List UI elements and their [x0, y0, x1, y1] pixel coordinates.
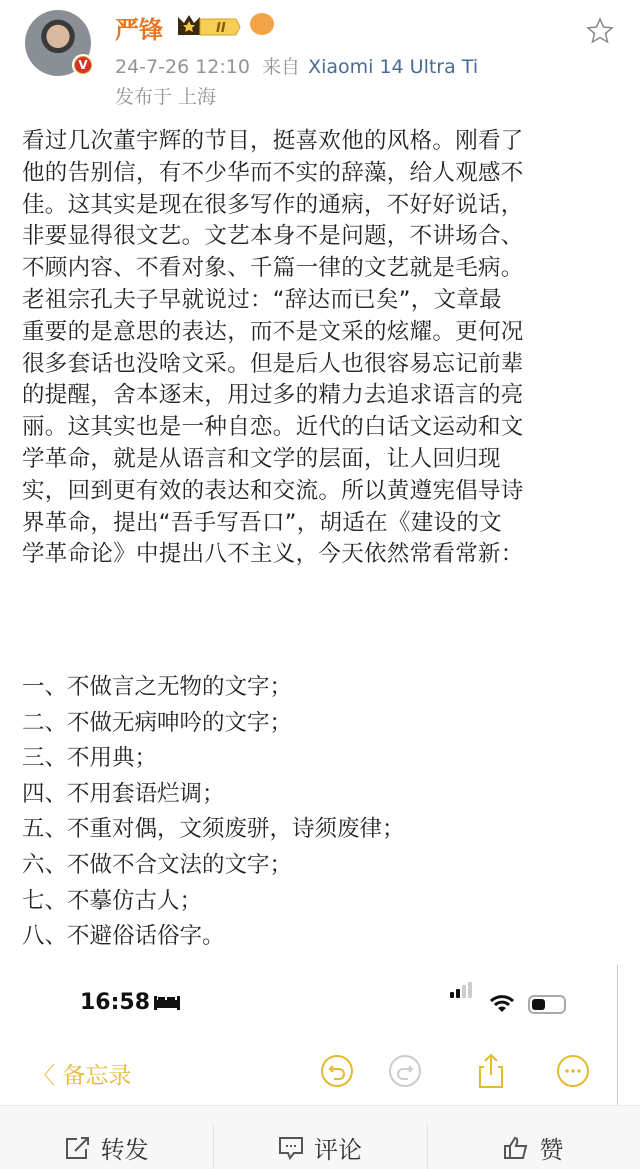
list-item: 五、不重对偶，文须废骈，诗须废律；	[22, 816, 405, 843]
list-item: 六、不做不合文法的文字；	[22, 851, 293, 878]
paragraph-line: 看过几次董宇辉的节目，挺喜欢他的风格。刚看了	[22, 128, 524, 154]
level-text: II	[216, 21, 226, 36]
share-icon[interactable]	[474, 1053, 508, 1089]
paragraph-line: 学革命论》中提出八不主义，今天依然常看常新：	[22, 541, 524, 568]
verified-badge-icon: V	[72, 54, 94, 76]
paragraph-line: 他的告别信，有不少华而不实的辞藻，给人观感不	[22, 159, 524, 186]
favorite-star-icon[interactable]	[585, 16, 615, 46]
paragraph-line: 很多套话也没啥文采。但是后人也很容易忘记前辈	[22, 350, 524, 377]
list-item: 一、不做言之无物的文字；	[22, 674, 293, 700]
redo-icon[interactable]	[388, 1053, 422, 1089]
sleep-focus-icon	[154, 996, 180, 1010]
paragraph-line: 非要显得很文艺。文艺本身不是问题，不讲场合、	[22, 223, 524, 250]
timestamp: 24-7-26 12:10	[115, 56, 250, 78]
comment-button[interactable]	[213, 1106, 426, 1169]
more-icon[interactable]	[556, 1053, 590, 1089]
list-item: 七、不摹仿古人；	[22, 887, 203, 914]
paragraph-line: 界革命，提出“吾手写吾口”，胡适在《建设的文	[22, 509, 502, 536]
repost-icon	[65, 1136, 91, 1160]
fish-emoji-icon	[250, 13, 274, 35]
device-link[interactable]: Xiaomi 14 Ultra Ti	[308, 56, 479, 78]
notes-back-button[interactable]: 〈 备忘录	[32, 1063, 132, 1089]
battery-icon	[528, 995, 566, 1014]
status-clock: 16:58	[80, 990, 151, 1015]
paragraph-line: 丽。这其实也是一种自恋。近代的白话文运动和文	[22, 414, 524, 441]
post-body	[22, 126, 524, 571]
list-item: 三、不用典；	[22, 745, 158, 772]
paragraph-line: 老祖宗孔夫子早就说过：“辞达而已矣”，文章最	[22, 286, 502, 313]
member-level-badge[interactable]	[176, 13, 242, 37]
comment-label: 评论	[313, 1136, 362, 1164]
post-location: 发布于 上海	[115, 86, 217, 108]
repost-button[interactable]	[0, 1106, 213, 1169]
list-item: 四、不用套语烂调；	[22, 780, 225, 807]
wifi-icon	[490, 993, 514, 1013]
repost-label: 转发	[100, 1136, 149, 1164]
paragraph-line: 佳。这其实是现在很多写作的通病，不好好说话，	[22, 191, 524, 218]
undo-icon[interactable]	[320, 1053, 354, 1089]
paragraph-line: 重要的是意思的表达，而不是文采的炫耀。更何况	[22, 318, 524, 345]
comment-icon	[278, 1136, 304, 1160]
post-meta	[115, 52, 478, 79]
list-item: 二、不做无病呻吟的文字；	[22, 709, 293, 736]
paragraph-line: 的提醒，舍本逐末，用过多的精力去追求语言的亮	[22, 382, 524, 409]
list-item: 八、不避俗话俗字。	[22, 923, 225, 950]
action-bar	[0, 1105, 640, 1169]
paragraph-line: 学革命，就是从语言和文学的层面，让人回归现	[22, 445, 501, 472]
back-label: 备忘录	[62, 1063, 132, 1089]
thumbs-up-icon	[503, 1136, 529, 1160]
author-name[interactable]: 严锋	[115, 16, 163, 44]
source-prefix: 来自	[262, 56, 301, 78]
like-label: 赞	[539, 1136, 564, 1164]
embedded-screenshot	[0, 965, 618, 1105]
like-button[interactable]	[427, 1106, 640, 1169]
paragraph-line: 实，回到更有效的表达和交流。所以黄遵宪倡导诗	[22, 477, 524, 504]
paragraph-line: 不顾内容、不看对象、千篇一律的文艺就是毛病。	[22, 255, 524, 282]
post-list	[22, 670, 405, 955]
